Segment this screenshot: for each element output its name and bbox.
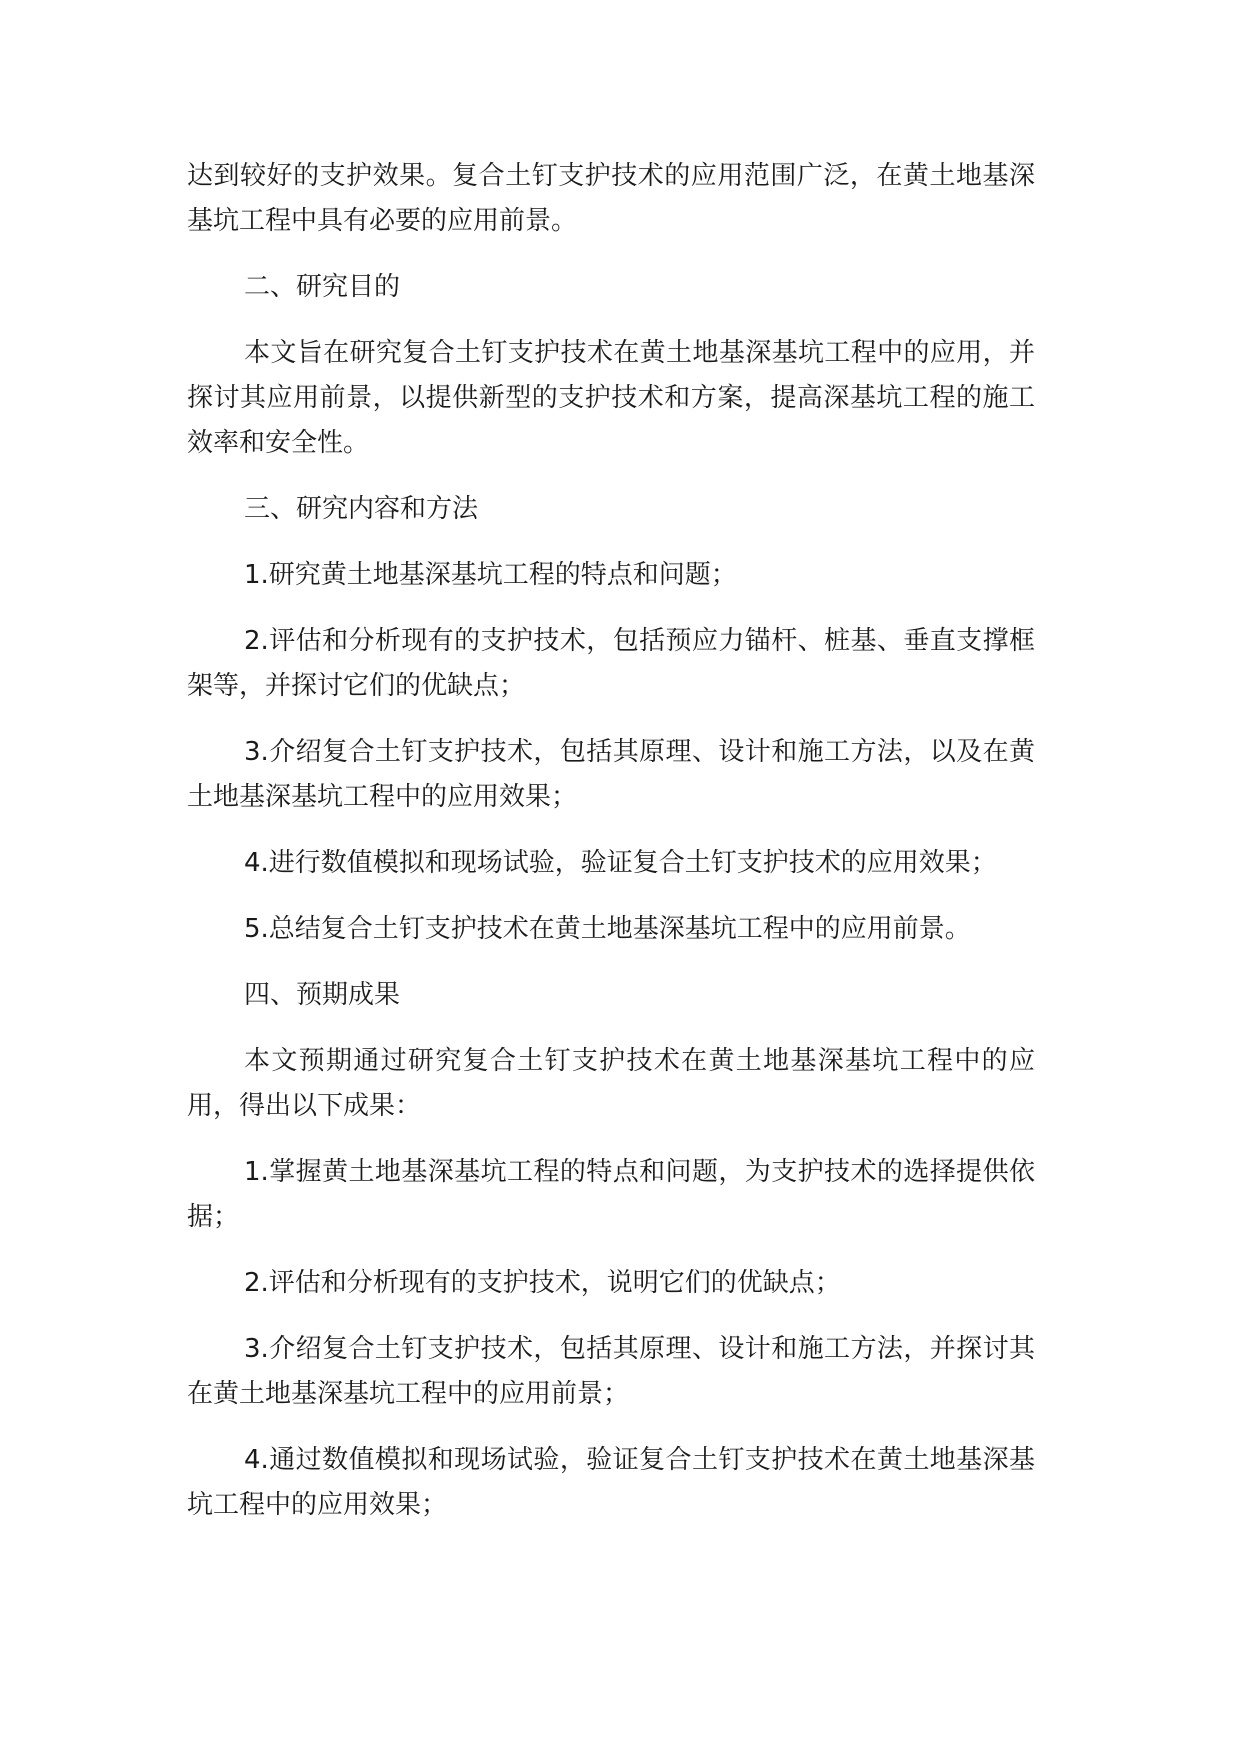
list-item-method-4: 4.进行数值模拟和现场试验，验证复合土钉支护技术的应用效果； [244, 848, 997, 878]
section-heading-research-purpose: 二、研究目的 [244, 272, 401, 302]
list-item-result-3: 3.介绍复合土钉支护技术，包括其原理、设计和施工方法，并探讨其在黄土地基深基坑工程中的应用前景； [187, 1334, 1035, 1409]
list-item-result-2: 2.评估和分析现有的支护技术，说明它们的优缺点； [244, 1268, 841, 1298]
paragraph-purpose: 本文旨在研究复合土钉支护技术在黄土地基深基坑工程中的应用，并探讨其应用前景，以提供新型的支护技术和方案，提高深基坑工程的施工效率和安全性。 [187, 338, 1035, 458]
list-item-method-2: 2.评估和分析现有的支护技术，包括预应力锚杆、桩基、垂直支撑框架等，并探讨它们的优缺点； [187, 626, 1035, 701]
paragraph-continuation: 达到较好的支护效果。复合土钉支护技术的应用范围广泛，在黄土地基深基坑工程中具有必要的应用前景。 [187, 161, 1035, 236]
section-heading-expected-results: 四、预期成果 [244, 980, 401, 1010]
list-item-result-4: 4.通过数值模拟和现场试验，验证复合土钉支护技术在黄土地基深基坑工程中的应用效果； [187, 1445, 1035, 1520]
list-item-method-5: 5.总结复合土钉支护技术在黄土地基深基坑工程中的应用前景。 [244, 914, 971, 944]
list-item-method-1: 1.研究黄土地基深基坑工程的特点和问题； [244, 560, 737, 590]
paragraph-expected-intro: 本文预期通过研究复合土钉支护技术在黄土地基深基坑工程中的应用，得出以下成果： [187, 1046, 1035, 1121]
list-item-result-1: 1.掌握黄土地基深基坑工程的特点和问题，为支护技术的选择提供依据； [187, 1157, 1035, 1232]
document-body [187, 154, 1035, 1549]
list-item-method-3: 3.介绍复合土钉支护技术，包括其原理、设计和施工方法，以及在黄土地基深基坑工程中的应用效果； [187, 737, 1035, 812]
section-heading-content-methods: 三、研究内容和方法 [244, 494, 479, 524]
